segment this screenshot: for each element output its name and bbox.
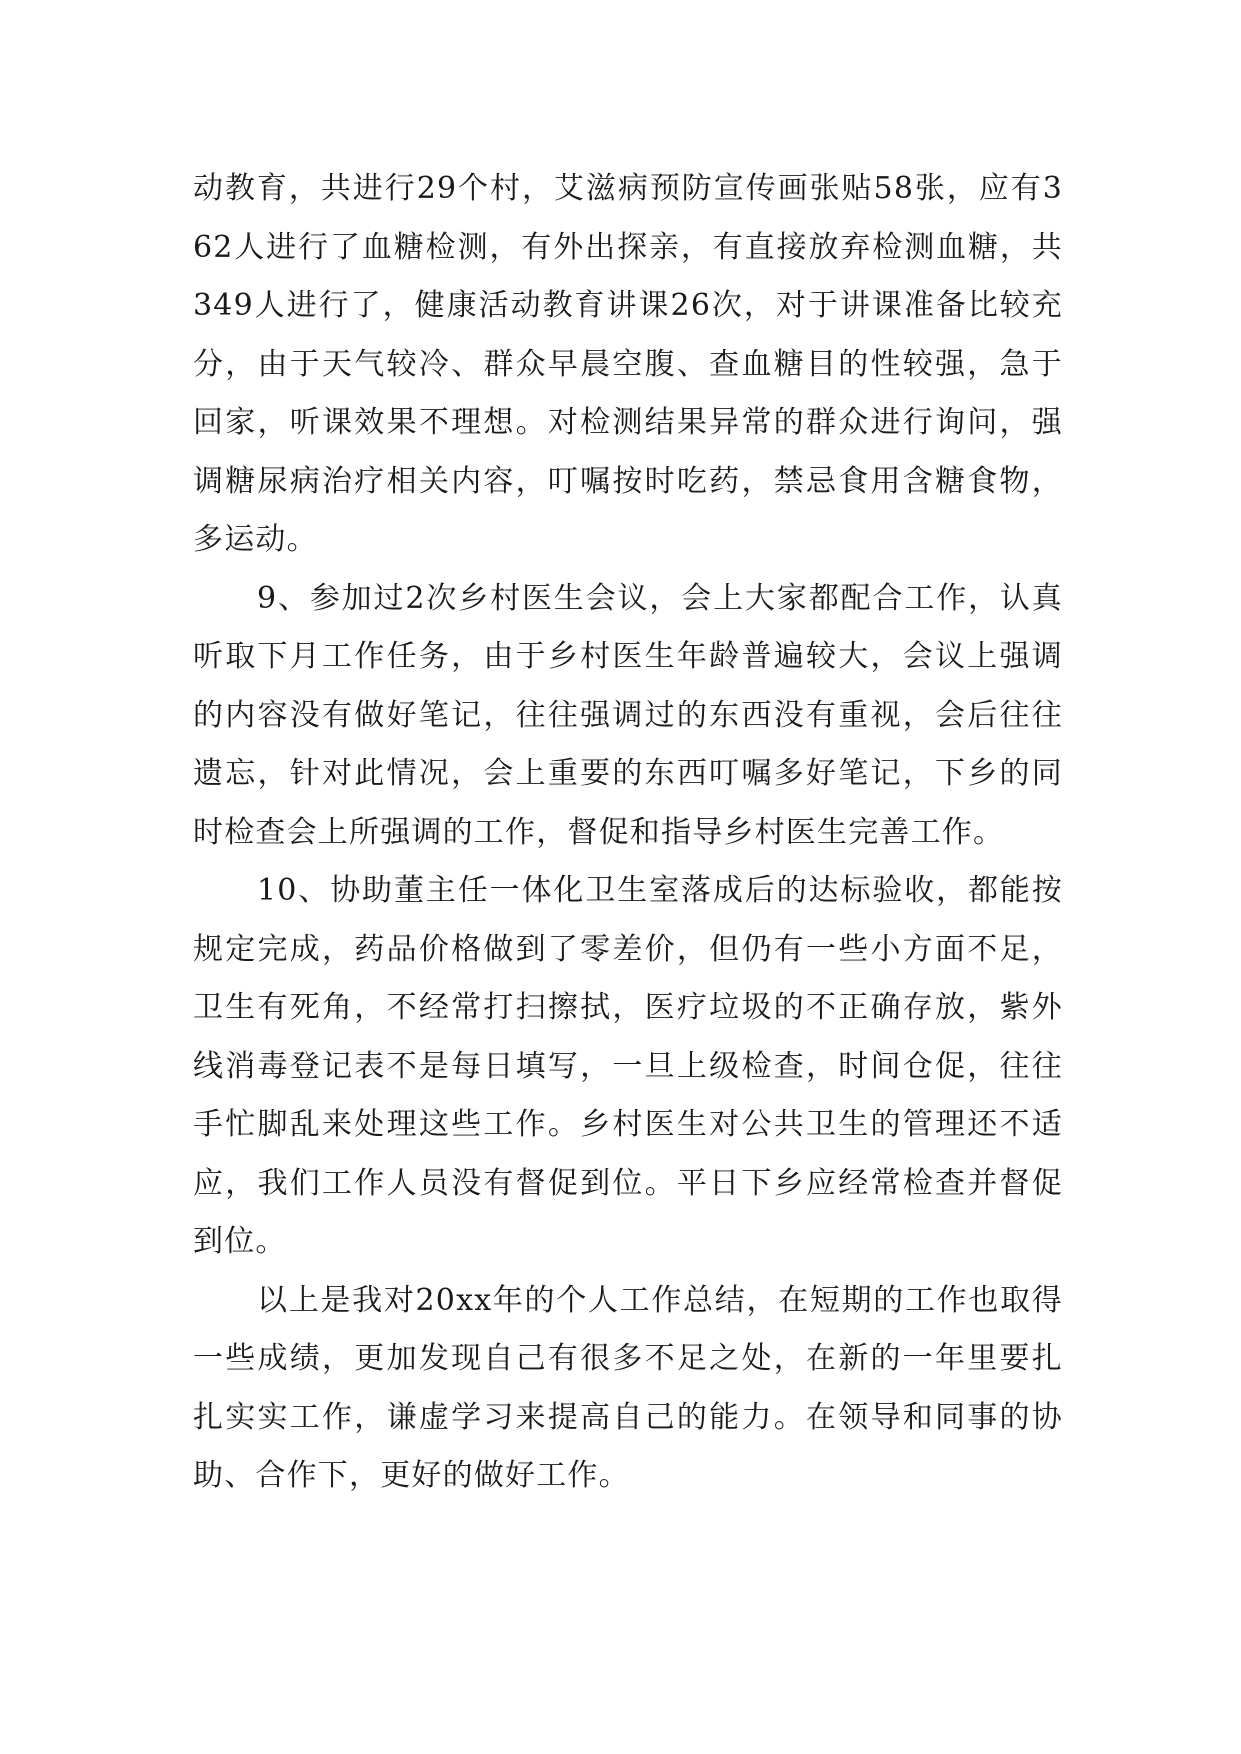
paragraph-summary-conclusion: 以上是我对20xx年的个人工作总结，在短期的工作也取得一些成绩，更加发现自己有很多不足之处，在新的一年里要扎扎实实工作，谦虚学习来提高自己的能力。在领导和同事的协助、合作下，更好的做好工作。 [193,1282,1063,1493]
paragraph-item-10-clinic-inspection: 10、协助董主任一体化卫生室落成后的达标验收，都能按规定完成，药品价格做到了零差价，但仍有一些小方面不足，卫生有死角，不经常打扫擦拭，医疗垃圾的不正确存放，紫外线消毒登记表不是每日填写，一旦上级检查，时间仓促，往往手忙脚乱来处理这些工作。乡村医生对公共卫生的管理还不适应，我们工作人员没有督促到位。平日下乡应经常检查并督促到位。 [193,873,1063,1259]
paragraph-item-9-village-doctor-meetings: 9、参加过2次乡村医生会议，会上大家都配合工作，认真听取下月工作任务，由于乡村医生年龄普遍较大，会议上强调的内容没有做好笔记，往往强调过的东西没有重视，会后往往遗忘，针对此情况，会上重要的东西叮嘱多好笔记，下乡的同时检查会上所强调的工作，督促和指导乡村医生完善工作。 [193,580,1063,850]
paragraph-continuation-health-education: 动教育，共进行29个村，艾滋病预防宣传画张贴58张，应有362人进行了血糖检测，有外出探亲，有直接放弃检测血糖，共349人进行了，健康活动教育讲课26次，对于讲课准备比较充分，由于天气较冷、群众早晨空腹、查血糖目的性较强，急于回家，听课效果不理想。对检测结果异常的群众进行询问，强调糖尿病治疗相关内容，叮嘱按时吃药，禁忌食用含糖食物，多运动。 [193,171,1063,557]
document-body [193,160,1063,1506]
